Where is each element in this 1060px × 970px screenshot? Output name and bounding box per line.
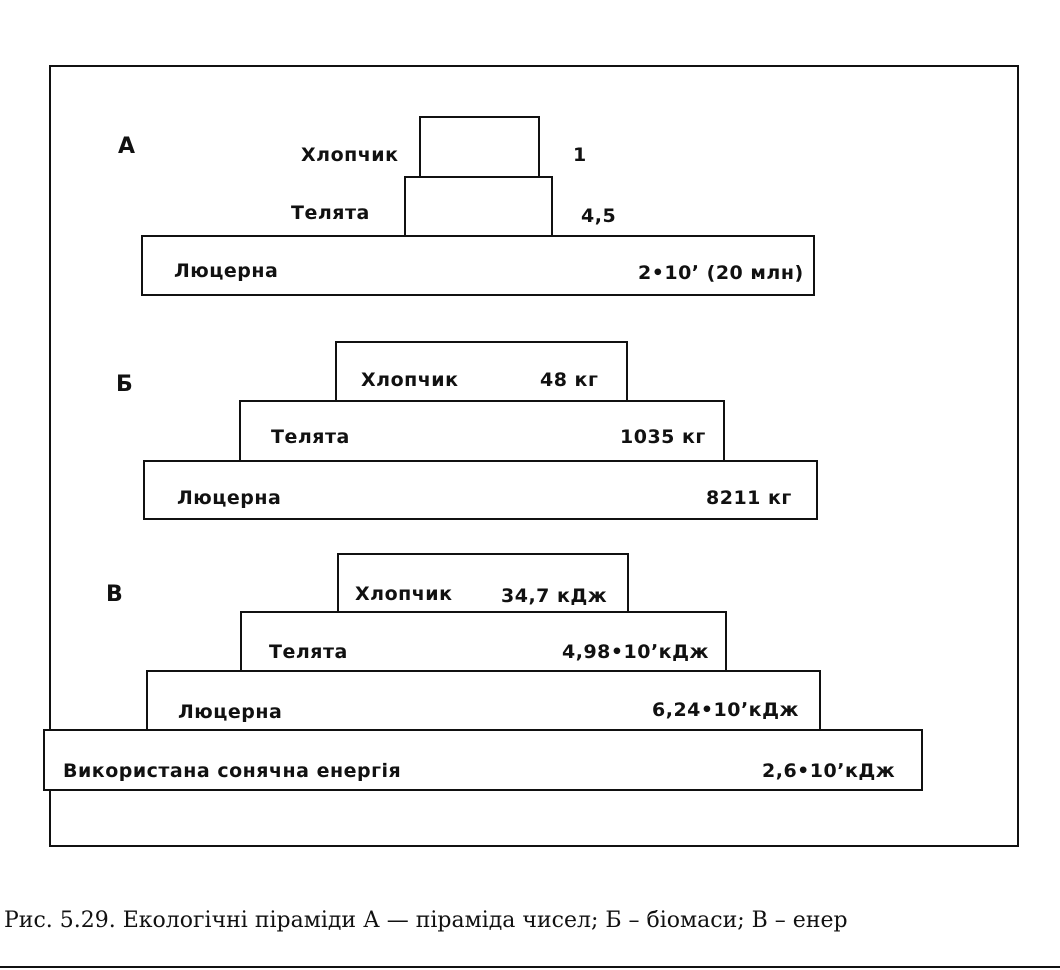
section-letter-v: В [106,582,123,607]
pyramid-b-top-name: Хлопчик [361,369,459,391]
pyramid-a-base-value: 2•10ʼ (20 млн) [638,262,804,284]
pyramid-v-mid-value: 4,98•10ʼкДж [562,641,709,663]
page-divider [0,966,1060,968]
pyramid-v-top-name: Хлопчик [355,583,453,605]
pyramid-v-mid-name: Телята [269,641,348,663]
pyramid-v-base-name: Люцерна [178,701,283,723]
pyramid-a-mid-name: Телята [291,202,370,224]
pyramid-b-mid-name: Телята [271,426,350,448]
pyramid-v-energy-value: 2,6•10ʼкДж [762,760,896,782]
pyramid-a-top-box [419,116,540,178]
pyramid-v-energy-name: Використана сонячна енергія [63,760,402,782]
pyramid-a-mid-value: 4,5 [581,205,617,227]
section-letter-b: Б [116,372,133,397]
figure-caption: Рис. 5.29. Екологічні піраміди А — піраміда чисел; Б – біомаси; В – енер [4,910,848,932]
section-letter-a: А [118,134,136,159]
pyramid-v-top-value: 34,7 кДж [501,585,608,607]
pyramid-b-base-name: Люцерна [177,487,282,509]
pyramid-b-top-value: 48 кг [540,369,599,391]
pyramid-a-mid-box [404,176,553,238]
pyramid-a-base-name: Люцерна [174,260,279,282]
pyramid-b-base-value: 8211 кг [706,487,792,509]
pyramid-a-top-name: Хлопчик [301,144,399,166]
pyramid-b-mid-value: 1035 кг [620,426,706,448]
pyramid-a-top-value: 1 [573,144,587,166]
pyramid-v-base-value: 6,24•10ʼкДж [652,699,799,721]
